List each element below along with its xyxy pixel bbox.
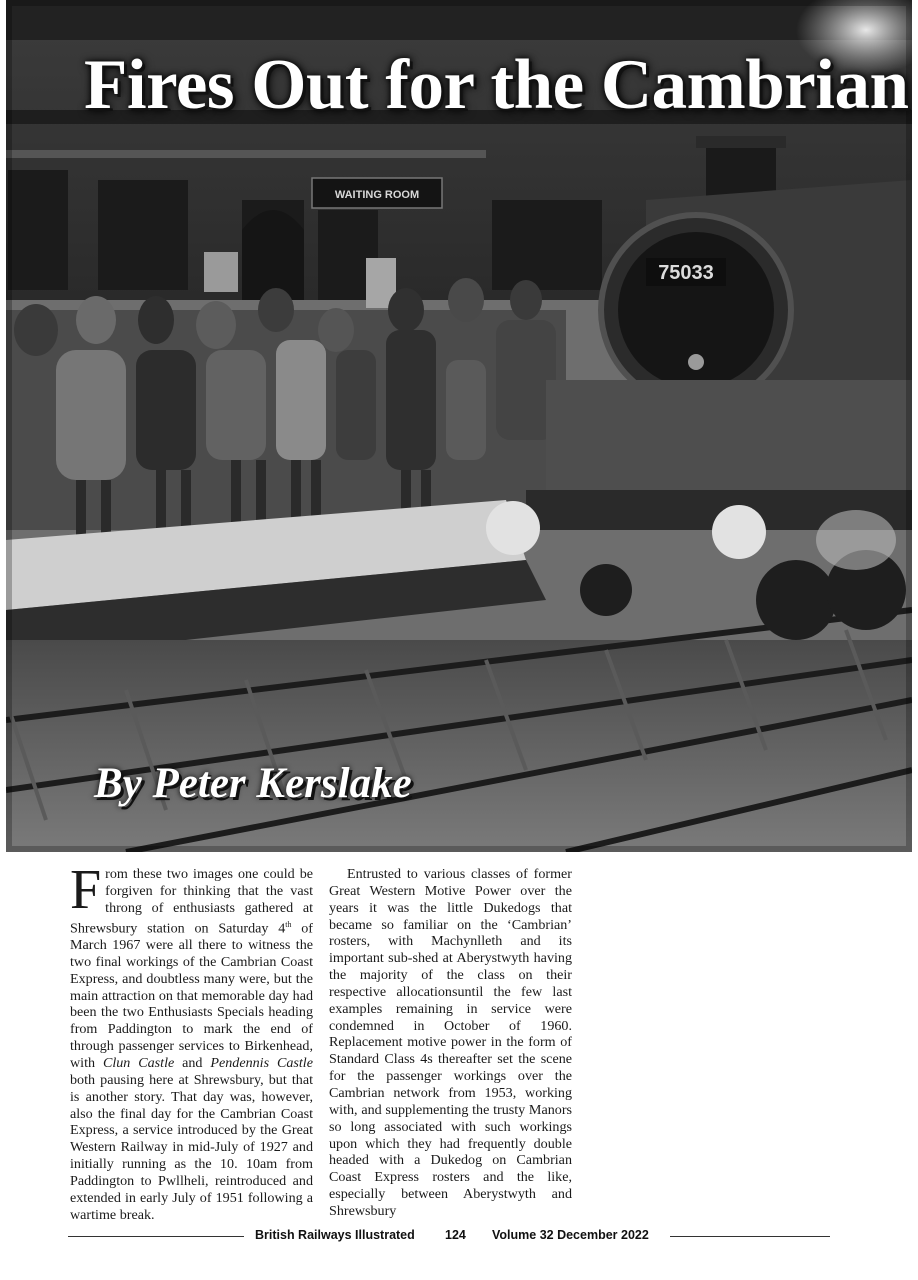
hero-photo — [6, 0, 912, 852]
crowd — [6, 278, 566, 540]
buffer-left — [486, 501, 540, 555]
footer-publication: British Railways Illustrated — [255, 1228, 415, 1242]
superscript: th — [285, 919, 292, 929]
italic-loco-name: Clun Castle — [102, 1054, 175, 1071]
text-run: rom these two images one could be forgiven for thinking that the vast throng of enthusiasts gathered at Shrewsbury station on Saturday 4 — [70, 866, 313, 937]
article-title: Fires Out for the Cambrian — [84, 46, 909, 124]
buffer-right — [712, 505, 766, 559]
italic-loco-name: Pendennis Castle — [210, 1054, 313, 1071]
station-scene — [6, 0, 912, 852]
footer-issue: Volume 32 December 2022 — [492, 1228, 649, 1242]
column-1-paragraph — [70, 859, 313, 1223]
page-footer — [68, 1228, 830, 1246]
article-column-2 — [329, 866, 572, 1220]
text-run: and — [174, 1054, 211, 1071]
article-column-1 — [70, 859, 313, 1223]
article-byline: By Peter Kerslake — [94, 760, 412, 807]
text-run: of March 1967 were all there to witness the two final workings of the Cambrian Coast Express, and doubtless many were, but the main attraction on that memorable day had been the two Enthusiasts Specials heading from Paddington to mark the end of through passenger services to Birkenhead, with — [70, 920, 313, 1071]
text-run: both pausing here at Shrewsbury, but that is another story. That day was, however, also the final day for the Cambrian Coast Express, a service introduced by the Great Western Railway in mid-July of 1927 and initially running as the 10. 10am from Paddington to Pwllheli, reintroduced and extended in early July of 1951 following a wartime break. — [70, 1071, 313, 1223]
footer-page-number: 124 — [445, 1228, 466, 1242]
column-2-paragraph: Entrusted to various classes of former Great Western Motive Power over the years it was the little Dukedogs that became so familiar on the ‘Cambrian’ rosters, with Machynlleth and its important sub-shed at Aberystwyth having the majority of the class on their respective allocationsuntil the few last examples remaining in service were condemned in October of 1960. Replacement motive power in the form of Standard Class 4s thereafter set the scene for the passenger workings over the Cambrian network from 1953, working with, and supplementing the trusty Manors so long associated with such workings upon which they had frequently double headed with a Dukedog on Cambrian Coast Express rosters and the like, especially between Aberystwyth and Shrewsbury — [329, 866, 572, 1219]
locomotive-number-plate: 75033 — [658, 262, 714, 284]
footer-rule-right — [670, 1236, 830, 1237]
drop-cap: F — [70, 859, 102, 921]
footer-rule-left — [68, 1236, 244, 1237]
waiting-room-sign: WAITING ROOM — [334, 189, 420, 201]
